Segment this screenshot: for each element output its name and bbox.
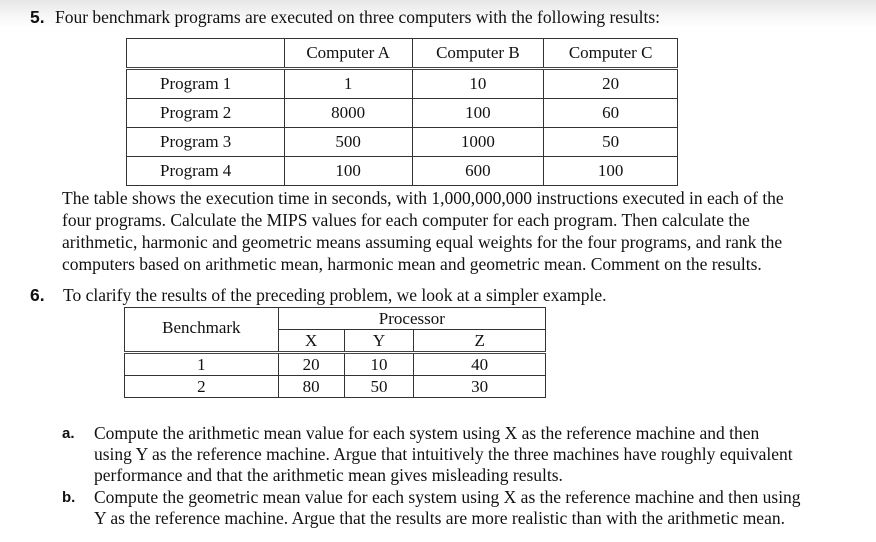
part-label: a. — [62, 425, 75, 442]
q6-part-b — [62, 487, 862, 531]
table-row — [127, 128, 678, 157]
table-cell: 100 — [544, 157, 678, 186]
q6-header-z: Z — [414, 330, 546, 353]
q5-header-computer-b: Computer B — [412, 39, 544, 69]
table-cell: 10 — [412, 69, 544, 99]
q5-table-header-row — [127, 39, 678, 69]
q5-heading — [30, 6, 660, 28]
table-cell: 100 — [284, 157, 412, 186]
row-label: 1 — [125, 353, 279, 376]
part-line: performance and that the arithmetic mean gives misleading results. — [94, 465, 563, 485]
table-cell: 500 — [284, 128, 412, 157]
part-label: b. — [62, 489, 76, 506]
part-line: Compute the arithmetic mean value for each system using X as the reference machine and then — [94, 423, 760, 443]
row-label: 2 — [125, 376, 279, 398]
table-row — [127, 99, 678, 128]
table-cell: 20 — [278, 353, 344, 376]
q6-header-x: X — [278, 330, 344, 353]
q5-para-line: arithmetic, harmonic and geometric means assuming equal weights for the four programs, and rank the — [62, 232, 783, 252]
q6-header-processor: Processor — [278, 308, 545, 330]
table-cell: 100 — [412, 99, 544, 128]
q6-table-header-row — [125, 308, 546, 330]
q5-table-corner — [127, 39, 285, 69]
q6-header-benchmark: Benchmark — [125, 308, 279, 353]
q5-header-computer-a: Computer A — [284, 39, 412, 69]
table-row — [127, 157, 678, 186]
table-cell: 600 — [412, 157, 544, 186]
row-label: Program 1 — [127, 69, 285, 99]
q6-part-a — [62, 423, 862, 487]
q5-intro: Four benchmark programs are executed on three computers with the following results: — [54, 7, 661, 27]
row-label: Program 4 — [127, 157, 285, 186]
table-cell: 10 — [344, 353, 414, 376]
table-cell: 80 — [278, 376, 344, 398]
table-cell: 50 — [544, 128, 678, 157]
q5-para-line: four programs. Calculate the MIPS values for each computer for each program. Then calculate the — [62, 210, 750, 230]
table-cell: 50 — [344, 376, 414, 398]
part-line: using Y as the reference machine. Argue that intuitively the three machines have roughly equivalent — [94, 444, 793, 464]
q6-number: 6. — [30, 285, 45, 305]
table-cell: 8000 — [284, 99, 412, 128]
table-row — [125, 376, 546, 398]
q5-para-line: computers based on arithmetic mean, harmonic mean and geometric mean. Comment on the results. — [62, 254, 762, 274]
q5-para-line: The table shows the execution time in seconds, with 1,000,000,000 instructions executed in each of the — [62, 188, 784, 208]
table-row — [125, 353, 546, 376]
part-line: Compute the geometric mean value for each system using X as the reference machine and then using — [94, 487, 801, 507]
row-label: Program 3 — [127, 128, 285, 157]
q6-intro: To clarify the results of the preceding problem, we look at a simpler example. — [62, 285, 607, 305]
table-cell: 1000 — [412, 128, 544, 157]
row-label: Program 2 — [127, 99, 285, 128]
q6-header-y: Y — [344, 330, 414, 353]
q6-table — [124, 307, 546, 398]
q6-heading — [30, 284, 607, 306]
table-cell: 20 — [544, 69, 678, 99]
table-cell: 1 — [284, 69, 412, 99]
table-cell: 60 — [544, 99, 678, 128]
table-cell: 30 — [414, 376, 546, 398]
q5-table — [126, 38, 678, 186]
q5-number: 5. — [30, 7, 45, 27]
q5-header-computer-c: Computer C — [544, 39, 678, 69]
part-line: Y as the reference machine. Argue that the results are more realistic than with the arithmetic mean. — [94, 508, 785, 528]
table-cell: 40 — [414, 353, 546, 376]
table-row — [127, 69, 678, 99]
